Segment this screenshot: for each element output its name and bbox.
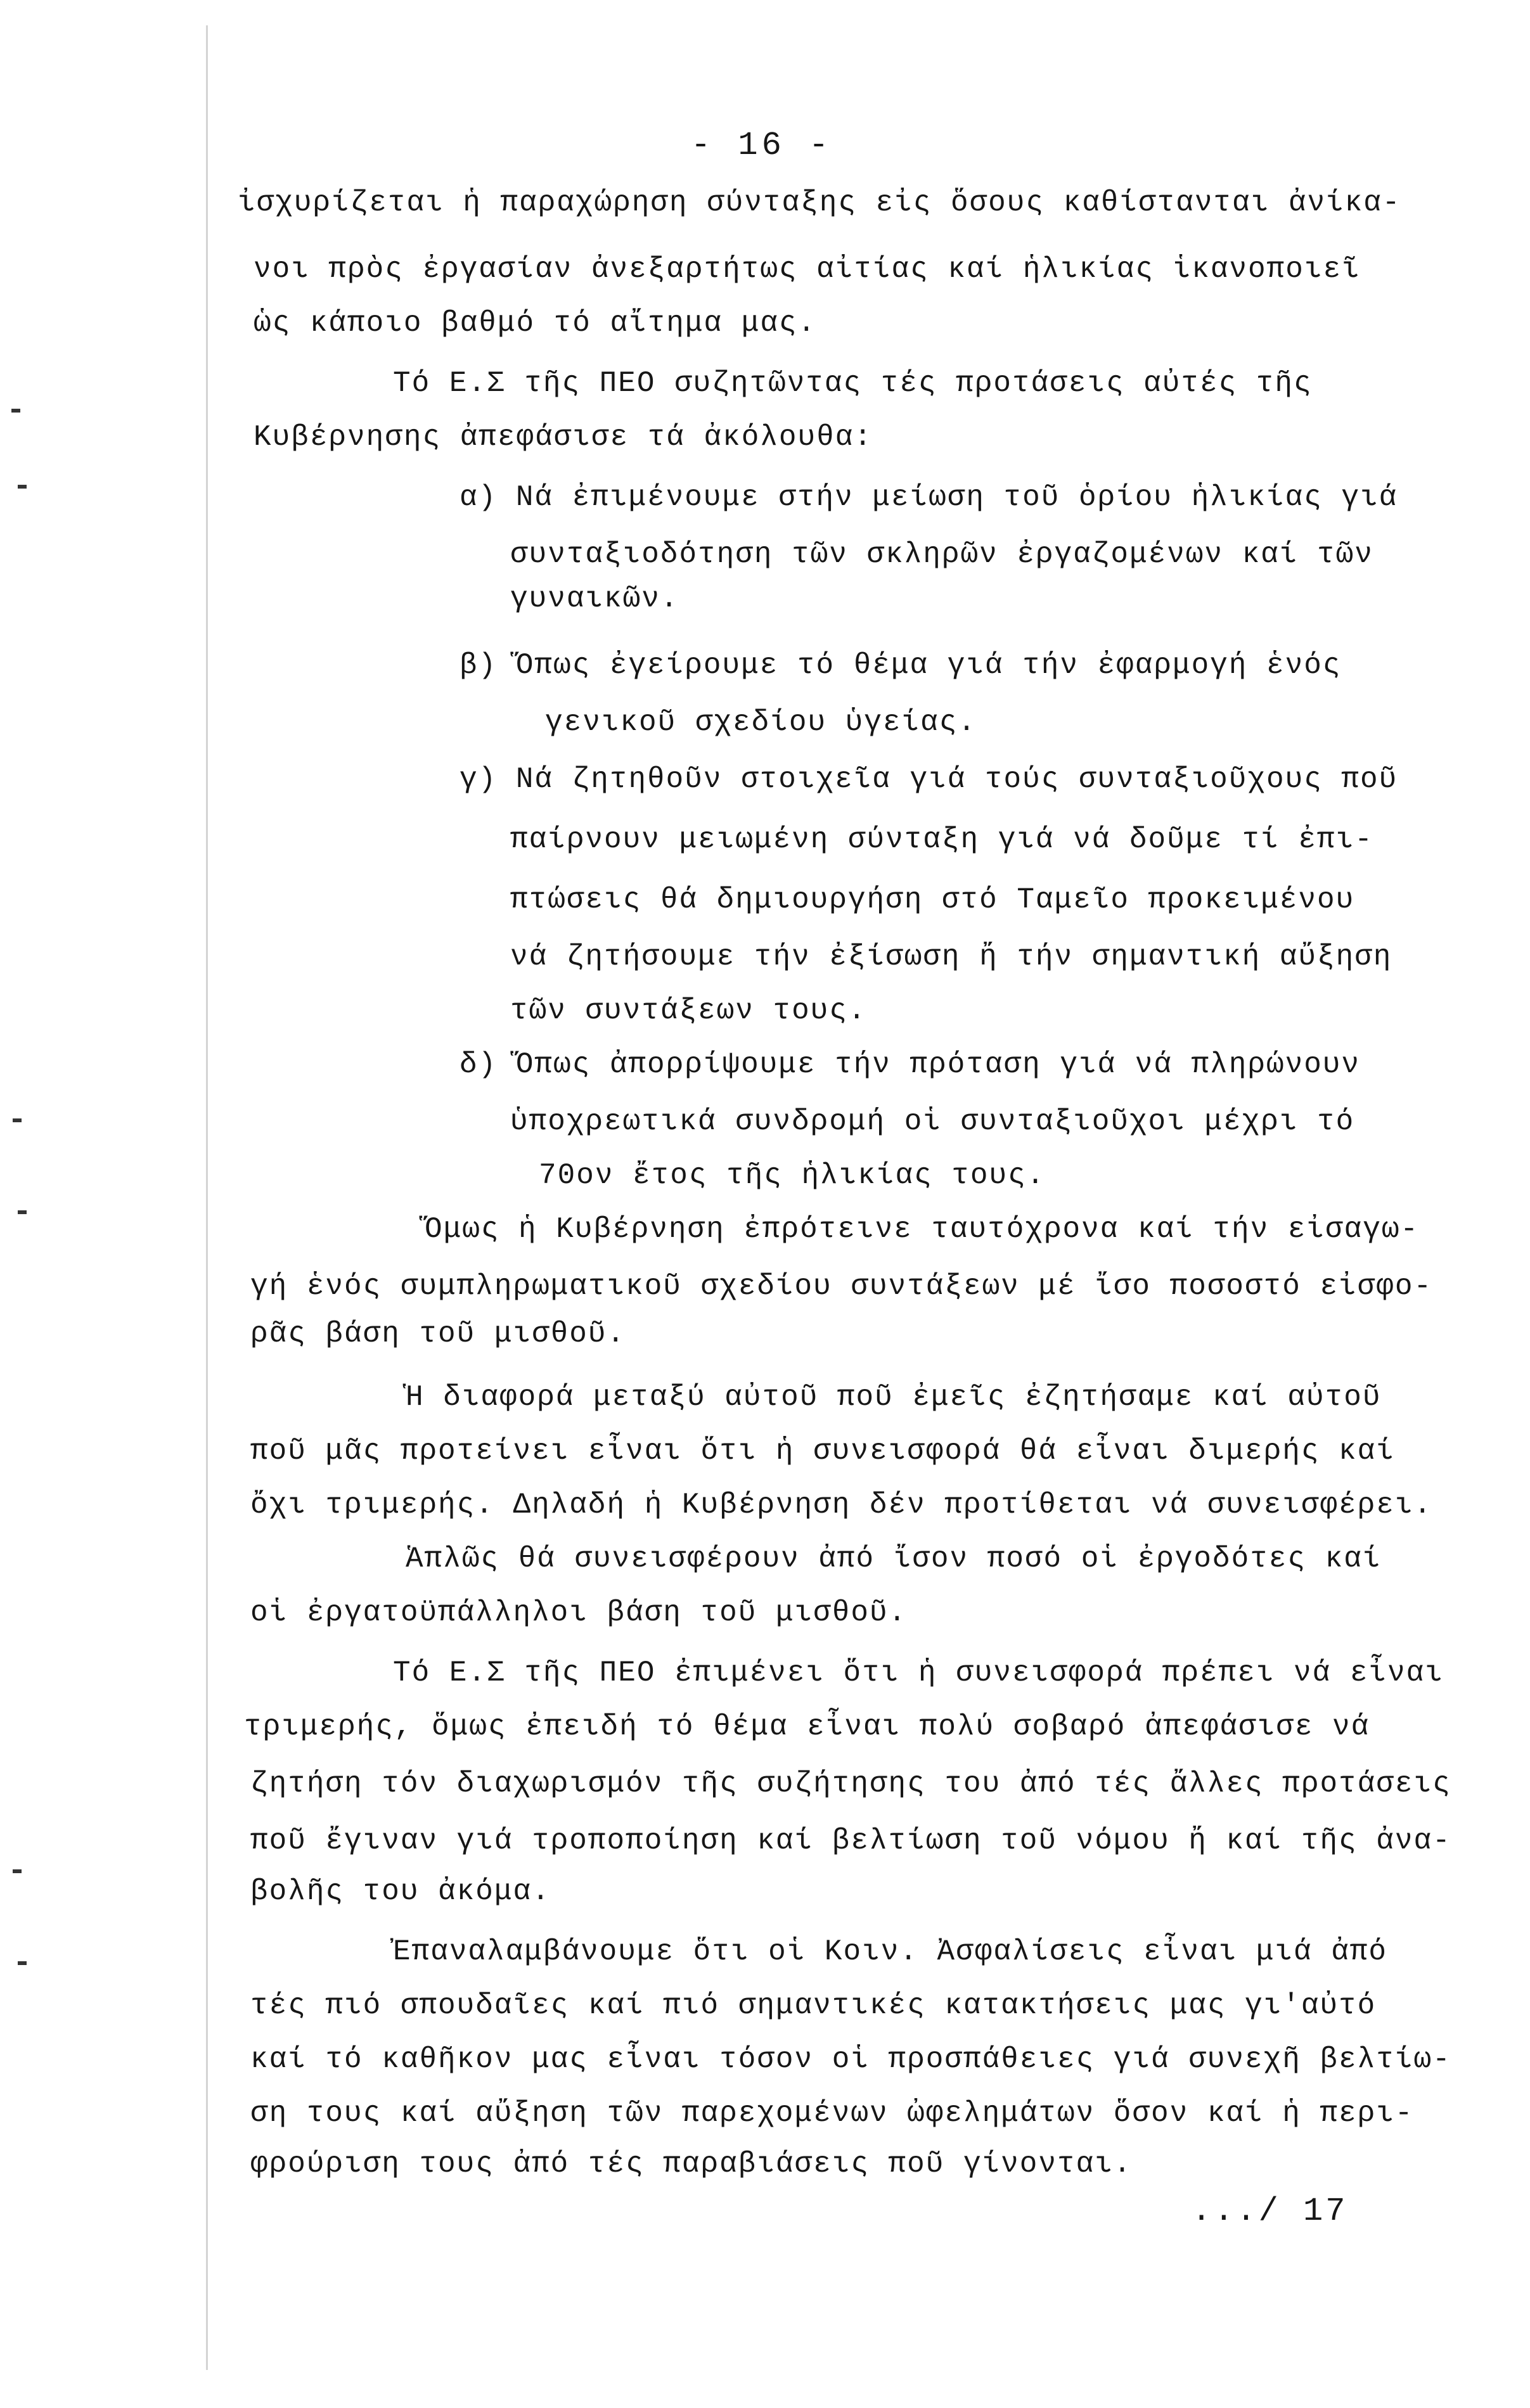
text-line: δ) Ὅπως ἀπορρίψουμε τήν πρόταση γιά νά πληρώνουν	[460, 1048, 1361, 1081]
margin-mark	[18, 485, 27, 489]
text-line: γυναικῶν.	[510, 582, 679, 615]
text-line: συνταξιοδότηση τῶν σκληρῶν ἐργαζομένων καί τῶν	[510, 538, 1373, 571]
text-line: γή ἑνός συμπληρωματικοῦ σχεδίου συντάξεων μέ ἴσο ποσοστό εἰσφο-	[250, 1270, 1433, 1303]
text-line: βολῆς του ἀκόμα.	[250, 1875, 551, 1908]
text-line: φρούριση τους ἀπό τές παραβιάσεις ποῦ γίνονται.	[250, 2148, 1133, 2181]
text-line: ποῦ ἔγιναν γιά τροποποίηση καί βελτίωση τοῦ νόμου ἤ καί τῆς ἀνα-	[250, 1824, 1451, 1857]
text-line: ἰσχυρίζεται ἡ παραχώρηση σύνταξης εἰς ὅσους καθίστανται ἀνίκα-	[238, 186, 1401, 219]
text-line: νοι πρὸς ἐργασίαν ἀνεξαρτήτως αἰτίας καί ἡλικίας ἱκανοποιεῖ	[254, 253, 1361, 286]
text-line: πτώσεις θά δημιουργήση στό Ταμεῖο προκειμένου	[510, 883, 1355, 916]
text-line: γ) Νά ζητηθοῦν στοιχεῖα γιά τούς συνταξιοῦχους ποῦ	[460, 763, 1398, 796]
margin-rule	[206, 25, 208, 2370]
text-line: α) Νά ἐπιμένουμε στήν μείωση τοῦ ὁρίου ἡλικίας γιά	[460, 481, 1398, 514]
text-line: Κυβέρνησης ἀπεφάσισε τά ἀκόλουθα:	[254, 421, 873, 454]
text-line: ὑποχρεωτικά συνδρομή οἱ συνταξιοῦχοι μέχρι τό	[510, 1105, 1355, 1138]
continuation-note: .../ 17	[1192, 2193, 1348, 2230]
text-line: Ἐπαναλαμβάνουμε ὅτι οἱ Κοιν. Ἀσφαλίσεις εἶναι μιά ἀπό	[393, 1935, 1388, 1968]
text-line: ποῦ μᾶς προτείνει εἶναι ὅτι ἡ συνεισφορά θά εἶναι διμερής καί	[250, 1435, 1395, 1468]
margin-mark	[13, 1118, 22, 1122]
text-line: ζητήση τόν διαχωρισμόν τῆς συζήτησης του ἀπό τές ἄλλες προτάσεις	[250, 1767, 1451, 1800]
text-line: νά ζητήσουμε τήν ἐξίσωση ἤ τήν σημαντική αὔξηση	[510, 940, 1392, 973]
text-line: ση τους καί αὔξηση τῶν παρεχομένων ὠφελημάτων ὅσον καί ἡ περι-	[250, 2097, 1414, 2130]
text-line: β) Ὅπως ἐγείρουμε τό θέμα γιά τήν ἐφαρμογή ἑνός	[460, 649, 1342, 682]
text-line: γενικοῦ σχεδίου ὑγείας.	[545, 706, 977, 739]
text-line: Τό Ε.Σ τῆς ΠΕΟ συζητῶντας τές προτάσεις αὐτές τῆς	[393, 367, 1313, 400]
margin-mark	[11, 409, 20, 413]
text-line: Ἡ διαφορά μεταξύ αὐτοῦ ποῦ ἐμεῖς ἐζητήσαμε καί αὐτοῦ	[406, 1381, 1382, 1414]
text-line: Ἁπλῶς θά συνεισφέρουν ἀπό ἴσον ποσό οἱ ἐργοδότες καί	[406, 1542, 1382, 1575]
text-line: τές πιό σπουδαῖες καί πιό σημαντικές κατακτήσεις μας γι'αὐτό	[250, 1989, 1377, 2022]
text-line: Τό Ε.Σ τῆς ΠΕΟ ἐπιμένει ὅτι ἡ συνεισφορά πρέπει νά εἶναι	[393, 1656, 1444, 1689]
margin-mark	[18, 1210, 27, 1214]
text-line: τριμερής, ὅμως ἐπειδή τό θέμα εἶναι πολύ σοβαρό ἀπεφάσισε νά	[244, 1710, 1370, 1743]
text-line: καί τό καθῆκον μας εἶναι τόσον οἱ προσπάθειες γιά συνεχῆ βελτίω-	[250, 2043, 1451, 2076]
text-line: ρᾶς βάση τοῦ μισθοῦ.	[250, 1317, 626, 1350]
margin-mark	[18, 1961, 27, 1965]
text-line: 70ον ἔτος τῆς ἡλικίας τους.	[539, 1159, 1046, 1192]
page-number: - 16 -	[691, 127, 833, 164]
text-line: τῶν συντάξεων τους.	[510, 994, 867, 1027]
text-line: οἱ ἐργατοϋπάλληλοι βάση τοῦ μισθοῦ.	[250, 1596, 908, 1629]
text-line: ὡς κάποιο βαθμό τό αἴτημα μας.	[254, 307, 817, 340]
margin-mark	[13, 1869, 22, 1873]
text-line: παίρνουν μειωμένη σύνταξη γιά νά δοῦμε τί ἐπι-	[510, 823, 1373, 856]
text-line: ὄχι τριμερής. Δηλαδή ἡ Κυβέρνηση δέν προτίθεται νά συνεισφέρει.	[250, 1489, 1433, 1521]
text-line: Ὅμως ἡ Κυβέρνηση ἐπρότεινε ταυτόχρονα καί τήν εἰσαγω-	[425, 1213, 1420, 1246]
